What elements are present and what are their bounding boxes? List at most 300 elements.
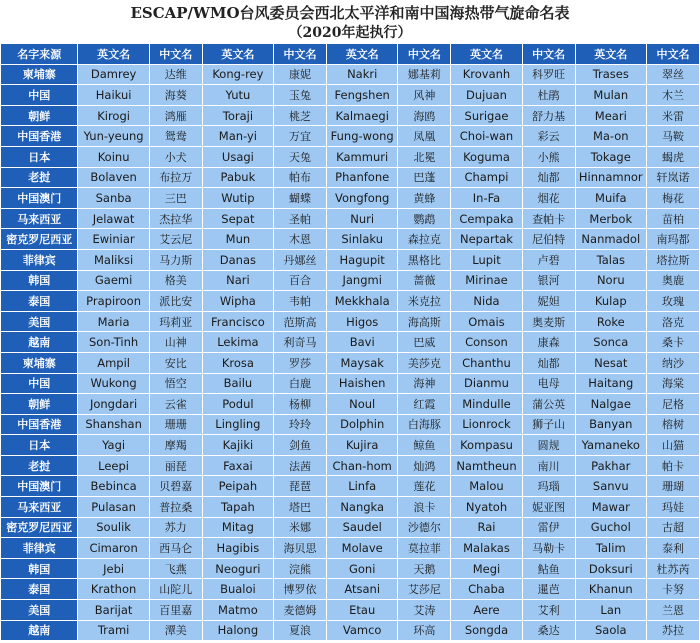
chinese-name-cell: 鲸鱼	[398, 435, 451, 456]
chinese-name-cell: 海葵	[149, 85, 202, 106]
english-name-cell: Chanthu	[451, 352, 522, 373]
english-name-cell: Haikui	[78, 85, 149, 106]
english-name-cell: Cempaka	[451, 208, 522, 229]
table-row	[1, 167, 700, 188]
english-name-cell: Choi-wan	[451, 126, 522, 147]
chinese-name-cell: 莫拉菲	[398, 538, 451, 559]
chinese-name-cell: 帕布	[274, 167, 327, 188]
english-name-cell: Namtheun	[451, 455, 522, 476]
chinese-name-cell: 梅花	[646, 188, 699, 209]
chinese-name-cell: 艾云尼	[149, 229, 202, 250]
chinese-name-cell: 玲玲	[274, 414, 327, 435]
english-name-cell: Nuri	[327, 208, 398, 229]
english-name-cell: Merbok	[575, 208, 646, 229]
english-name-cell: Jelawat	[78, 208, 149, 229]
english-name-cell: Goni	[327, 558, 398, 579]
english-name-cell: Podul	[202, 394, 273, 415]
english-name-cell: Maysak	[327, 352, 398, 373]
chinese-name-cell: 夏浪	[274, 620, 327, 641]
english-name-cell: Aere	[451, 600, 522, 621]
chinese-name-cell: 蝴蝶	[274, 188, 327, 209]
chinese-name-cell: 达维	[149, 64, 202, 85]
chinese-name-cell: 风神	[398, 85, 451, 106]
chinese-name-cell: 博罗依	[274, 579, 327, 600]
chinese-name-cell: 桑达	[522, 620, 575, 641]
english-name-cell: Jongdari	[78, 394, 149, 415]
chinese-name-cell: 艾利	[522, 600, 575, 621]
english-name-cell: Nari	[202, 270, 273, 291]
english-name-cell: Leepi	[78, 455, 149, 476]
chinese-name-cell: 舒力基	[522, 105, 575, 126]
table-row	[1, 394, 700, 415]
chinese-name-cell: 范斯高	[274, 311, 327, 332]
chinese-name-cell: 马勒卡	[522, 538, 575, 559]
english-name-cell: Guchol	[575, 517, 646, 538]
english-name-cell: Etau	[327, 600, 398, 621]
english-name-cell: Linfa	[327, 476, 398, 497]
chinese-name-cell: 卡努	[646, 579, 699, 600]
chinese-name-cell: 彩云	[522, 126, 575, 147]
chinese-name-cell: 马鞍	[646, 126, 699, 147]
chinese-name-cell: 灿都	[522, 167, 575, 188]
chinese-name-cell: 塔巴	[274, 497, 327, 518]
table-row	[1, 291, 700, 312]
table-row	[1, 620, 700, 641]
english-name-cell: Meari	[575, 105, 646, 126]
chinese-name-cell: 白鹿	[274, 373, 327, 394]
chinese-name-cell: 查帕卡	[522, 208, 575, 229]
english-name-cell: Halong	[202, 620, 273, 641]
english-name-cell: Lekima	[202, 332, 273, 353]
source-cell: 美国	[1, 311, 78, 332]
table-row	[1, 126, 700, 147]
english-name-cell: Mitag	[202, 517, 273, 538]
chinese-name-cell: 洛克	[646, 311, 699, 332]
chinese-name-cell: 纳沙	[646, 352, 699, 373]
chinese-name-cell: 娜基莉	[398, 64, 451, 85]
chinese-name-cell: 电母	[522, 373, 575, 394]
english-name-cell: Talas	[575, 249, 646, 270]
english-name-cell: Sanba	[78, 188, 149, 209]
chinese-name-cell: 翠丝	[646, 64, 699, 85]
chinese-name-cell: 沙德尔	[398, 517, 451, 538]
source-cell: 菲律宾	[1, 249, 78, 270]
chinese-name-cell: 玉兔	[274, 85, 327, 106]
chinese-name-cell: 珊瑚	[646, 476, 699, 497]
chinese-name-cell: 帕卡	[646, 455, 699, 476]
english-name-cell: Molave	[327, 538, 398, 559]
chinese-name-cell: 桑卡	[646, 332, 699, 353]
source-cell: 日本	[1, 435, 78, 456]
chinese-name-cell: 凤凰	[398, 126, 451, 147]
chinese-name-cell: 苏拉	[646, 620, 699, 641]
english-name-cell: Fengshen	[327, 85, 398, 106]
chinese-name-cell: 圆规	[522, 435, 575, 456]
chinese-name-cell: 兰恩	[646, 600, 699, 621]
english-name-cell: Atsani	[327, 579, 398, 600]
english-name-cell: Nangka	[327, 497, 398, 518]
chinese-name-cell: 米雷	[646, 105, 699, 126]
english-name-cell: Noru	[575, 270, 646, 291]
chinese-name-cell: 山猫	[646, 435, 699, 456]
english-name-cell: Haishen	[327, 373, 398, 394]
english-name-cell: Higos	[327, 311, 398, 332]
english-name-cell: Shanshan	[78, 414, 149, 435]
chinese-name-cell: 塔拉斯	[646, 249, 699, 270]
source-cell: 越南	[1, 332, 78, 353]
english-name-cell: Malou	[451, 476, 522, 497]
english-name-cell: Ma-on	[575, 126, 646, 147]
source-cell: 中国澳门	[1, 476, 78, 497]
chinese-name-cell: 马力斯	[149, 249, 202, 270]
english-name-cell: Soulik	[78, 517, 149, 538]
chinese-name-cell: 罗莎	[274, 352, 327, 373]
english-name-cell: Krovanh	[451, 64, 522, 85]
column-header-chinese-name: 中文名	[646, 44, 699, 65]
chinese-name-cell: 玛娃	[646, 497, 699, 518]
column-header-chinese-name: 中文名	[522, 44, 575, 65]
english-name-cell: Saola	[575, 620, 646, 641]
english-name-cell: Mekkhala	[327, 291, 398, 312]
chinese-name-cell: 南玛都	[646, 229, 699, 250]
source-cell: 菲律宾	[1, 538, 78, 559]
title-line-1: ESCAP/WMO台风委员会西北太平洋和南中国海热带气旋命名表	[130, 4, 570, 22]
english-name-cell: Yagi	[78, 435, 149, 456]
english-name-cell: Noul	[327, 394, 398, 415]
chinese-name-cell: 海贝思	[274, 538, 327, 559]
chinese-name-cell: 红霞	[398, 394, 451, 415]
table-row	[1, 188, 700, 209]
english-name-cell: Son-Tinh	[78, 332, 149, 353]
chinese-name-cell: 森拉克	[398, 229, 451, 250]
english-name-cell: Wukong	[78, 373, 149, 394]
table-row	[1, 558, 700, 579]
english-name-cell: Maria	[78, 311, 149, 332]
chinese-name-cell: 杜苏芮	[646, 558, 699, 579]
chinese-name-cell: 云雀	[149, 394, 202, 415]
chinese-name-cell: 派比安	[149, 291, 202, 312]
chinese-name-cell: 天兔	[274, 146, 327, 167]
english-name-cell: Surigae	[451, 105, 522, 126]
source-cell: 泰国	[1, 579, 78, 600]
table-row	[1, 332, 700, 353]
chinese-name-cell: 烟花	[522, 188, 575, 209]
chinese-name-cell: 木兰	[646, 85, 699, 106]
english-name-cell: Bavi	[327, 332, 398, 353]
source-cell: 马来西亚	[1, 208, 78, 229]
chinese-name-cell: 布拉万	[149, 167, 202, 188]
chinese-name-cell: 丽琵	[149, 455, 202, 476]
english-name-cell: Trami	[78, 620, 149, 641]
english-name-cell: Vamco	[327, 620, 398, 641]
english-name-cell: Conson	[451, 332, 522, 353]
column-header-chinese-name: 中文名	[398, 44, 451, 65]
english-name-cell: Sanvu	[575, 476, 646, 497]
column-header-english-name: 英文名	[327, 44, 398, 65]
english-name-cell: Omais	[451, 311, 522, 332]
chinese-name-cell: 木恩	[274, 229, 327, 250]
english-name-cell: Danas	[202, 249, 273, 270]
english-name-cell: Prapiroon	[78, 291, 149, 312]
column-header-source: 名字来源	[1, 44, 78, 65]
english-name-cell: Songda	[451, 620, 522, 641]
chinese-name-cell: 美莎克	[398, 352, 451, 373]
english-name-cell: Saudel	[327, 517, 398, 538]
source-cell: 朝鲜	[1, 394, 78, 415]
chinese-name-cell: 百合	[274, 270, 327, 291]
english-name-cell: Peipah	[202, 476, 273, 497]
english-name-cell: Mawar	[575, 497, 646, 518]
column-header-chinese-name: 中文名	[274, 44, 327, 65]
english-name-cell: Hinnamnor	[575, 167, 646, 188]
english-name-cell: Neoguri	[202, 558, 273, 579]
chinese-name-cell: 妮妲	[522, 291, 575, 312]
chinese-name-cell: 格美	[149, 270, 202, 291]
chinese-name-cell: 奥鹿	[646, 270, 699, 291]
english-name-cell: Tokage	[575, 146, 646, 167]
english-name-cell: Mulan	[575, 85, 646, 106]
english-name-cell: Cimaron	[78, 538, 149, 559]
chinese-name-cell: 环高	[398, 620, 451, 641]
chinese-name-cell: 雷伊	[522, 517, 575, 538]
chinese-name-cell: 古超	[646, 517, 699, 538]
chinese-name-cell: 小熊	[522, 146, 575, 167]
source-cell: 美国	[1, 600, 78, 621]
chinese-name-cell: 艾涛	[398, 600, 451, 621]
table-header-row	[1, 44, 700, 65]
column-header-english-name: 英文名	[78, 44, 149, 65]
english-name-cell: Roke	[575, 311, 646, 332]
english-name-cell: Hagibis	[202, 538, 273, 559]
chinese-name-cell: 蝎虎	[646, 146, 699, 167]
english-name-cell: Trases	[575, 64, 646, 85]
english-name-cell: Dianmu	[451, 373, 522, 394]
english-name-cell: Vongfong	[327, 188, 398, 209]
table-row	[1, 85, 700, 106]
english-name-cell: Bolaven	[78, 167, 149, 188]
english-name-cell: Bebinca	[78, 476, 149, 497]
source-cell: 韩国	[1, 558, 78, 579]
english-name-cell: Pakhar	[575, 455, 646, 476]
chinese-name-cell: 海高斯	[398, 311, 451, 332]
table-row	[1, 352, 700, 373]
english-name-cell: Kulap	[575, 291, 646, 312]
table-row	[1, 476, 700, 497]
english-name-cell: Chaba	[451, 579, 522, 600]
chinese-name-cell: 科罗旺	[522, 64, 575, 85]
source-cell: 朝鲜	[1, 105, 78, 126]
chinese-name-cell: 潭美	[149, 620, 202, 641]
english-name-cell: Lan	[575, 600, 646, 621]
table-row	[1, 146, 700, 167]
chinese-name-cell: 安比	[149, 352, 202, 373]
source-cell: 中国香港	[1, 414, 78, 435]
chinese-name-cell: 小犬	[149, 146, 202, 167]
english-name-cell: Usagi	[202, 146, 273, 167]
english-name-cell: Lupit	[451, 249, 522, 270]
english-name-cell: Nepartak	[451, 229, 522, 250]
english-name-cell: Barijat	[78, 600, 149, 621]
english-name-cell: Wipha	[202, 291, 273, 312]
chinese-name-cell: 尼格	[646, 394, 699, 415]
chinese-name-cell: 飞燕	[149, 558, 202, 579]
chinese-name-cell: 泰利	[646, 538, 699, 559]
english-name-cell: Haitang	[575, 373, 646, 394]
chinese-name-cell: 琵琶	[274, 476, 327, 497]
table-row	[1, 517, 700, 538]
english-name-cell: Mun	[202, 229, 273, 250]
english-name-cell: Talim	[575, 538, 646, 559]
english-name-cell: Mindulle	[451, 394, 522, 415]
english-name-cell: Chan-hom	[327, 455, 398, 476]
chinese-name-cell: 西马仑	[149, 538, 202, 559]
english-name-cell: Bualoi	[202, 579, 273, 600]
english-name-cell: Toraji	[202, 105, 273, 126]
english-name-cell: Jebi	[78, 558, 149, 579]
chinese-name-cell: 榕树	[646, 414, 699, 435]
english-name-cell: Dujuan	[451, 85, 522, 106]
chinese-name-cell: 丹娜丝	[274, 249, 327, 270]
english-name-cell: Malakas	[451, 538, 522, 559]
chinese-name-cell: 北冕	[398, 146, 451, 167]
chinese-name-cell: 玛莉亚	[149, 311, 202, 332]
english-name-cell: Nyatoh	[451, 497, 522, 518]
chinese-name-cell: 珊珊	[149, 414, 202, 435]
english-name-cell: Yun-yeung	[78, 126, 149, 147]
chinese-name-cell: 桃芝	[274, 105, 327, 126]
chinese-name-cell: 灿都	[522, 352, 575, 373]
chinese-name-cell: 万宜	[274, 126, 327, 147]
english-name-cell: Damrey	[78, 64, 149, 85]
english-name-cell: Ewiniar	[78, 229, 149, 250]
chinese-name-cell: 艾莎尼	[398, 579, 451, 600]
column-header-chinese-name: 中文名	[149, 44, 202, 65]
english-name-cell: Fung-wong	[327, 126, 398, 147]
chinese-name-cell: 三巴	[149, 188, 202, 209]
english-name-cell: In-Fa	[451, 188, 522, 209]
chinese-name-cell: 奥麦斯	[522, 311, 575, 332]
english-name-cell: Sinlaku	[327, 229, 398, 250]
chinese-name-cell: 浪卡	[398, 497, 451, 518]
chinese-name-cell: 灿鸿	[398, 455, 451, 476]
chinese-name-cell: 康妮	[274, 64, 327, 85]
source-cell: 泰国	[1, 291, 78, 312]
chinese-name-cell: 南川	[522, 455, 575, 476]
english-name-cell: Kammuri	[327, 146, 398, 167]
table-row	[1, 311, 700, 332]
table-row	[1, 208, 700, 229]
english-name-cell: Lionrock	[451, 414, 522, 435]
table-row	[1, 435, 700, 456]
english-name-cell: Jangmi	[327, 270, 398, 291]
chinese-name-cell: 黑格比	[398, 249, 451, 270]
english-name-cell: Koinu	[78, 146, 149, 167]
english-name-cell: Yutu	[202, 85, 273, 106]
english-name-cell: Khanun	[575, 579, 646, 600]
chinese-name-cell: 蒲公英	[522, 394, 575, 415]
chinese-name-cell: 暹芭	[522, 579, 575, 600]
english-name-cell: Kajiki	[202, 435, 273, 456]
chinese-name-cell: 普拉桑	[149, 497, 202, 518]
column-header-english-name: 英文名	[575, 44, 646, 65]
table-row	[1, 270, 700, 291]
chinese-name-cell: 轩岚诺	[646, 167, 699, 188]
source-cell: 老挝	[1, 455, 78, 476]
source-cell: 密克罗尼西亚	[1, 229, 78, 250]
english-name-cell: Mirinae	[451, 270, 522, 291]
chinese-name-cell: 康森	[522, 332, 575, 353]
english-name-cell: Yamaneko	[575, 435, 646, 456]
source-cell: 日本	[1, 146, 78, 167]
english-name-cell: Phanfone	[327, 167, 398, 188]
english-name-cell: Ampil	[78, 352, 149, 373]
english-name-cell: Kalmaegi	[327, 105, 398, 126]
english-name-cell: Kirogi	[78, 105, 149, 126]
chinese-name-cell: 海棠	[646, 373, 699, 394]
source-cell: 越南	[1, 620, 78, 641]
english-name-cell: Doksuri	[575, 558, 646, 579]
english-name-cell: Hagupit	[327, 249, 398, 270]
chinese-name-cell: 鸳鸯	[149, 126, 202, 147]
english-name-cell: Kompasu	[451, 435, 522, 456]
chinese-name-cell: 银河	[522, 270, 575, 291]
english-name-cell: Pabuk	[202, 167, 273, 188]
chinese-name-cell: 苏力	[149, 517, 202, 538]
title-line-2: （2020年起执行）	[288, 25, 412, 41]
source-cell: 中国	[1, 85, 78, 106]
table-row	[1, 497, 700, 518]
source-cell: 马来西亚	[1, 497, 78, 518]
table-row	[1, 105, 700, 126]
source-cell: 老挝	[1, 167, 78, 188]
document-title	[0, 0, 700, 43]
chinese-name-cell: 米克拉	[398, 291, 451, 312]
english-name-cell: Banyan	[575, 414, 646, 435]
chinese-name-cell: 麦德姆	[274, 600, 327, 621]
table-body	[1, 64, 700, 641]
english-name-cell: Gaemi	[78, 270, 149, 291]
chinese-name-cell: 黄蜂	[398, 188, 451, 209]
chinese-name-cell: 山神	[149, 332, 202, 353]
chinese-name-cell: 莲花	[398, 476, 451, 497]
chinese-name-cell: 玫瑰	[646, 291, 699, 312]
english-name-cell: Matmo	[202, 600, 273, 621]
chinese-name-cell: 米娜	[274, 517, 327, 538]
chinese-name-cell: 玛瑙	[522, 476, 575, 497]
chinese-name-cell: 天鹅	[398, 558, 451, 579]
chinese-name-cell: 山陀儿	[149, 579, 202, 600]
chinese-name-cell: 杜鹃	[522, 85, 575, 106]
english-name-cell: Nakri	[327, 64, 398, 85]
english-name-cell: Francisco	[202, 311, 273, 332]
chinese-name-cell: 鹦鹉	[398, 208, 451, 229]
chinese-name-cell: 巴蓬	[398, 167, 451, 188]
chinese-name-cell: 利奇马	[274, 332, 327, 353]
english-name-cell: Maliksi	[78, 249, 149, 270]
chinese-name-cell: 剑鱼	[274, 435, 327, 456]
table-row	[1, 600, 700, 621]
source-cell: 中国	[1, 373, 78, 394]
chinese-name-cell: 白海豚	[398, 414, 451, 435]
chinese-name-cell: 摩羯	[149, 435, 202, 456]
chinese-name-cell: 巴威	[398, 332, 451, 353]
chinese-name-cell: 杰拉华	[149, 208, 202, 229]
english-name-cell: Pulasan	[78, 497, 149, 518]
english-name-cell: Muifa	[575, 188, 646, 209]
english-name-cell: Krosa	[202, 352, 273, 373]
english-name-cell: Krathon	[78, 579, 149, 600]
english-name-cell: Koguma	[451, 146, 522, 167]
